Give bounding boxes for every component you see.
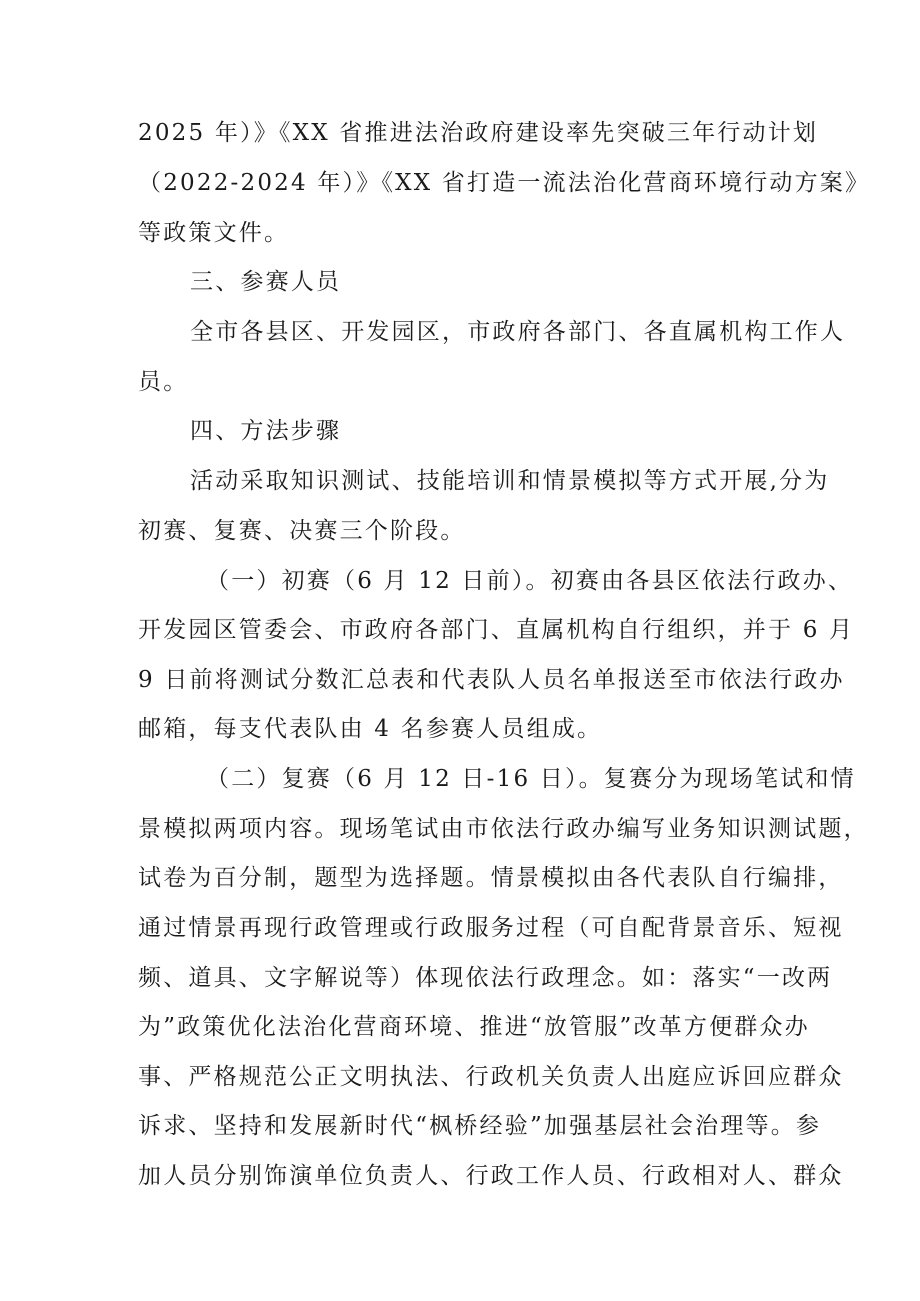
paragraph-line: 9 日前将测试分数汇总表和代表队人员名单报送至市依法行政办 [138, 667, 845, 693]
paragraph-line: 开发园区管委会、市政府各部门、直属机构自行组织，并于 6 月 [138, 617, 855, 643]
paragraph-line: 通过情景再现行政管理或行政服务过程（可自配背景音乐、短视 [138, 915, 844, 941]
paragraph-line: 加人员分别饰演单位负责人、行政工作人员、行政相对人、群众 [138, 1163, 844, 1189]
paragraph-line: 全市各县区、开发园区，市政府各部门、各直属机构工作人 [190, 319, 846, 345]
paragraph-line: 频、道具、文字解说等）体现依法行政理念。如：落实“一改两 [138, 965, 833, 991]
paragraph-line: （一）初赛（6 月 12 日前）。初赛由各县区依法行政办、 [206, 568, 854, 594]
paragraph-line: 活动采取知识测试、技能培训和情景模拟等方式开展,分为 [190, 468, 830, 494]
paragraph-line: 景模拟两项内容。现场笔试由市依法行政办编写业务知识测试题， [138, 816, 869, 842]
section-heading: 四、方法步骤 [190, 418, 342, 444]
paragraph-line: 事、严格规范公正文明执法、行政机关负责人出庭应诉回应群众 [138, 1064, 844, 1090]
section-heading: 三、参赛人员 [190, 269, 342, 295]
paragraph-line: 员。 [138, 369, 189, 395]
paragraph-line: 等政策文件。 [138, 220, 290, 246]
paragraph-line: 2025 年）》《XX 省推进法治政府建设率先突破三年行动计划 [138, 120, 819, 146]
paragraph-line: 诉求、坚持和发展新时代“枫桥经验”加强基层社会治理等。参 [138, 1113, 822, 1139]
paragraph-line: 为”政策优化法治化营商环境、推进“放管服”改革方便群众办 [138, 1014, 810, 1040]
paragraph-line: （2022-2024 年）》《XX 省打造一流法治化营商环境行动方案》 [138, 170, 871, 196]
paragraph-line: 试卷为百分制，题型为选择题。情景模拟由各代表队自行编排， [138, 865, 844, 891]
paragraph-line: 邮箱，每支代表队由 4 名参赛人员组成。 [138, 716, 603, 742]
paragraph-line: （二）复赛（6 月 12 日-16 日）。复赛分为现场笔试和情 [206, 766, 856, 792]
paragraph-line: 初赛、复赛、决赛三个阶段。 [138, 518, 466, 544]
